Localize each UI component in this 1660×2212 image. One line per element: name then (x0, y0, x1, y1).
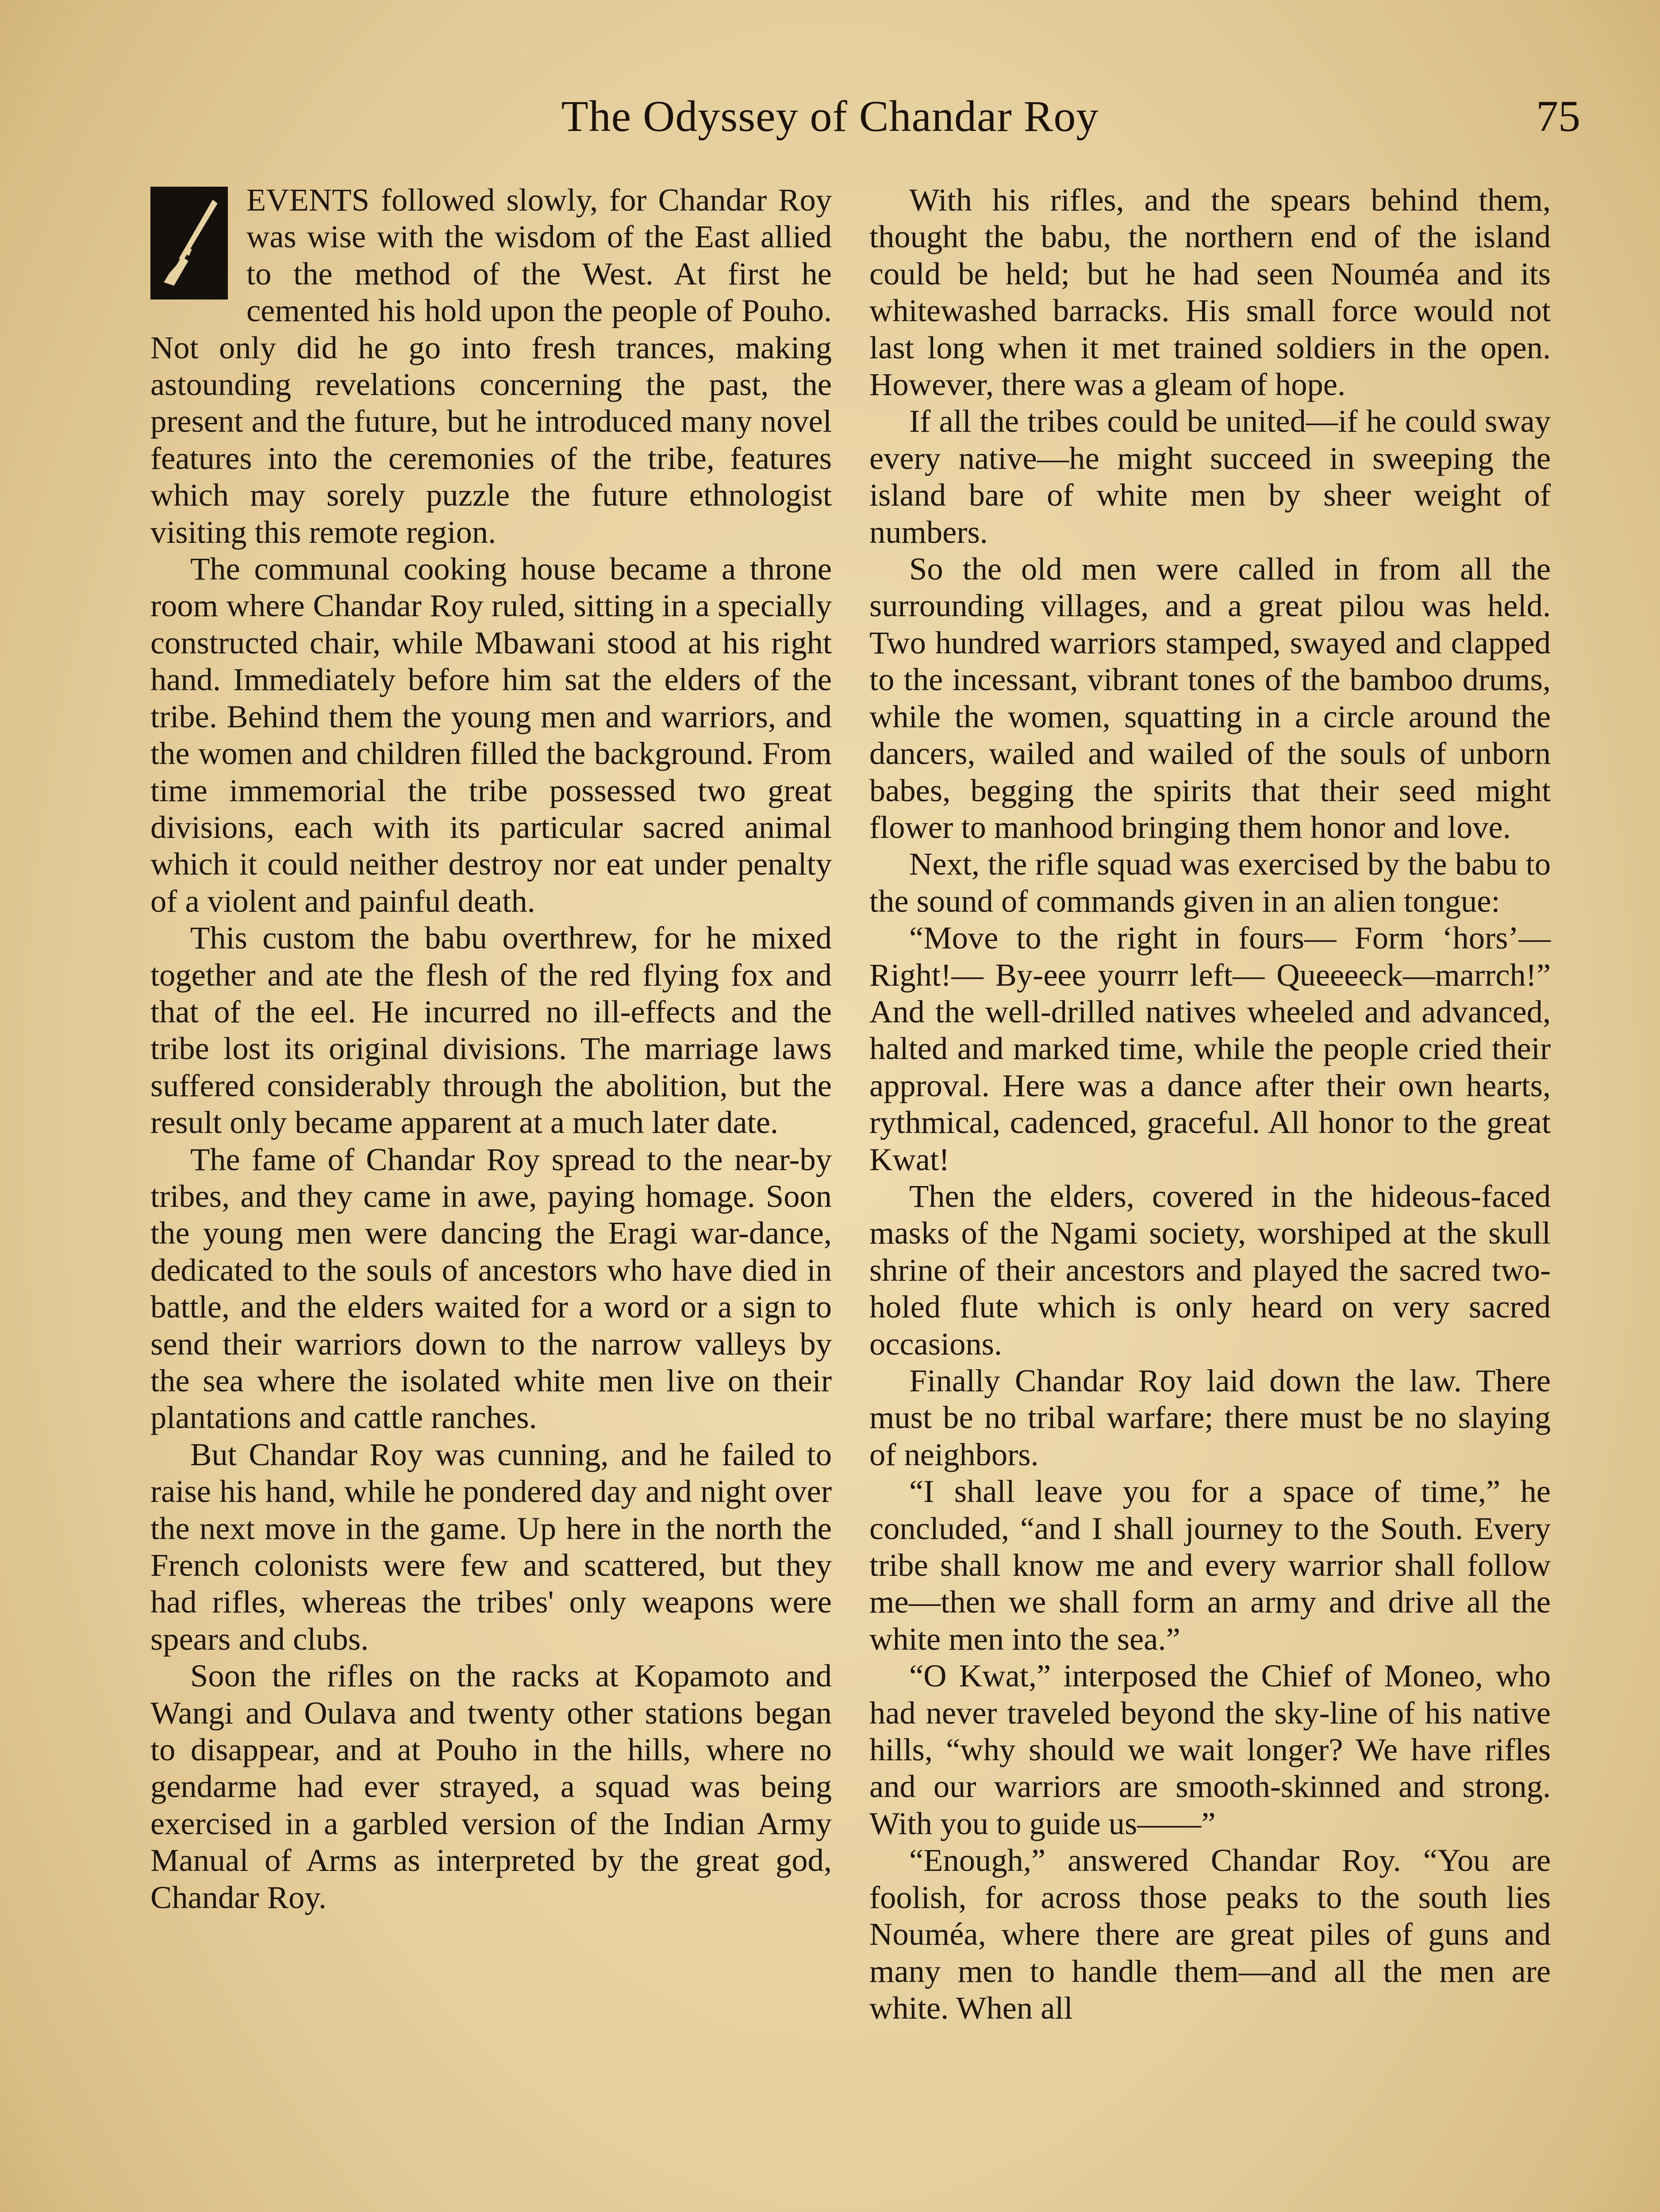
paragraph: “Move to the right in fours— Form ‘hors’— Right!— By-eee yourrr left— Queeeeck—marrch!” And the well-drilled natives wheeled and advanced, halted and marked time, while the people cried their approval. Here was a dance after their own hearts, rythmical, cadenced, graceful. All honor to the great Kwat! (869, 920, 1551, 1177)
page-number: 75 (1536, 92, 1580, 141)
rifle-icon (150, 187, 228, 300)
paragraph: “O Kwat,” interposed the Chief of Moneo, who had never traveled beyond the sky-line of his native hills, “why should we wait longer? We have rifles and our warriors are smooth-skinned and strong. With you to guide us——” (869, 1658, 1551, 1841)
paragraph: “Enough,” answered Chandar Roy. “You are foolish, for across those peaks to the south lies Nouméa, where there are great piles of guns and many men to handle them—and all the men are white. When all (869, 1842, 1551, 2026)
paragraph: The fame of Chandar Roy spread to the near-by tribes, and they came in awe, paying homage. Soon the young men were dancing the Eragi war-dance, dedicated to the souls of ancestors who have died in battle, and the elders waited for a word or a sign to send their warriors down to the narrow valleys by the sea where the isolated white men live on their plantations and cattle ranches. (150, 1141, 832, 1436)
paragraph: Finally Chandar Roy laid down the law. There must be no tribal warfare; there must be no slaying of neighbors. (869, 1363, 1551, 1472)
paragraph: Next, the rifle squad was exercised by the babu to the sound of commands given in an alien tongue: (869, 846, 1551, 919)
right-column (869, 181, 1551, 2026)
left-column (150, 181, 832, 1916)
paragraph: Soon the rifles on the racks at Kopamoto and Wangi and Oulava and twenty other stations began to disappear, and at Pouho in the hills, where no gendarme had ever strayed, a squad was being exercised in a garbled version of the Indian Army Manual of Arms as interpreted by the great god, Chandar Roy. (150, 1658, 832, 1915)
page-header (0, 86, 1660, 157)
paragraph: But Chandar Roy was cunning, and he failed to raise his hand, while he pondered day and night over the next move in the game. Up here in the north the French colonists were few and scattered, but they had rifles, whereas the tribes' only weapons were spears and clubs. (150, 1436, 832, 1657)
paragraph: If all the tribes could be united—if he could sway every native—he might succeed in sweeping the island bare of white men by sheer weight of numbers. (869, 403, 1551, 550)
paragraph: Then the elders, covered in the hideous-faced masks of the Ngami society, worshiped at the skull shrine of their ancestors and played the sacred two-holed flute which is only heard on very sacred occasions. (869, 1178, 1551, 1362)
paragraph: With his rifles, and the spears behind them, thought the babu, the northern end of the island could be held; but he had seen Nouméa and its whitewashed barracks. His small force would not last long when it met trained soldiers in the open. However, there was a gleam of hope. (869, 182, 1551, 403)
running-title: The Odyssey of Chandar Roy (561, 92, 1099, 141)
paragraph: The communal cooking house became a throne room where Chandar Roy ruled, sitting in a specially constructed chair, while Mbawani stood at his right hand. Immediately before him sat the elders of the tribe. Behind them the young men and warriors, and the women and children filled the background. From time immemorial the tribe possessed two great divisions, each with its particular sacred animal which it could neither destroy nor eat under penalty of a violent and painful death. (150, 551, 832, 919)
paragraph: “I shall leave you for a space of time,” he concluded, “and I shall journey to the South. Every tribe shall know me and every warrior shall follow me—then we shall form an army and drive all the white men into the sea.” (869, 1473, 1551, 1657)
paragraph: EVENTS followed slowly, for Chandar Roy was wise with the wisdom of the East allied to the method of the West. At first he cemented his hold upon the people of Pouho. Not only did he go into fresh trances, making astounding revelations concerning the past, the present and the future, but he introduced many novel features into the ceremonies of the tribe, features which may sorely puzzle the future ethnologist visiting this remote region. (150, 182, 832, 550)
paragraph: So the old men were called in from all the surrounding villages, and a great pilou was held. Two hundred warriors stamped, swayed and clapped to the incessant, vibrant tones of the bamboo drums, while the women, squatting in a circle around the dancers, wailed and wailed of the souls of unborn babes, begging the spirits that their seed might flower to manhood bringing them honor and love. (869, 551, 1551, 845)
paragraph: This custom the babu overthrew, for he mixed together and ate the flesh of the red flying fox and that of the eel. He incurred no ill-effects and the tribe lost its original divisions. The marriage laws suffered considerably through the abolition, but the result only became apparent at a much later date. (150, 920, 832, 1141)
